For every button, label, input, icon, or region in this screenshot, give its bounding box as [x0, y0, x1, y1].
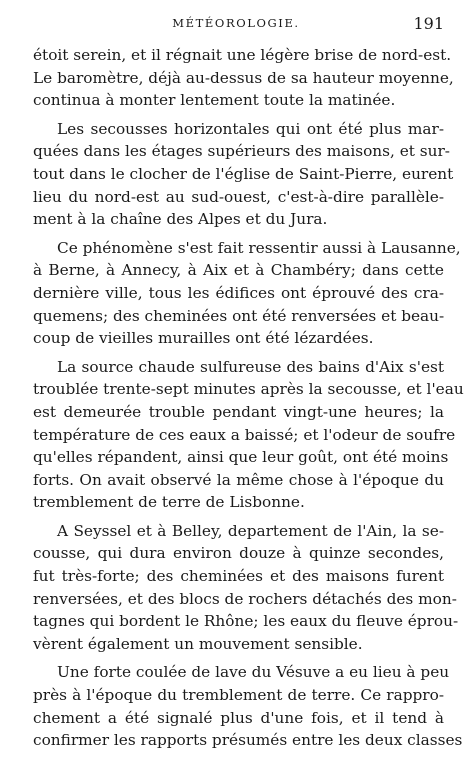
text-line: Ce phénomène s'est fait ressentir aussi à Lausanne, — [57, 238, 461, 257]
text-line: vèrent également un mouvement sensible. — [33, 634, 363, 653]
text-line: Le baromètre, déjà au-dessus de sa hauteur moyenne, — [33, 68, 454, 87]
paragraph — [33, 661, 463, 751]
text-line: renversées, et des blocs de rochers détachés des mon- — [33, 589, 457, 608]
text-line: Les secousses horizontales qui ont été plus mar- — [57, 119, 444, 138]
text-line: La source chaude sulfureuse des bains d'Aix s'est — [57, 357, 444, 376]
text-line: dernière ville, tous les édifices ont éprouvé des cra- — [33, 283, 444, 302]
text-line: quées dans les étages supérieurs des maisons, et sur- — [33, 142, 450, 161]
text-line: forts. On avait observé la même chose à l'époque du — [33, 470, 444, 489]
running-title: MÉTÉOROLOGIE. — [172, 16, 300, 30]
text-line: tremblement de terre de Lisbonne. — [33, 493, 305, 512]
text-line: chement a été signalé plus d'une fois, et il tend à — [33, 708, 444, 727]
text-line: tout dans le clocher de l'église de Saint-Pierre, eurent — [33, 164, 454, 183]
paragraph — [33, 237, 461, 350]
text-line: qu'elles répandent, ainsi que leur goût, ont été moins — [33, 448, 449, 467]
text-line: quemens; des cheminées ont été renversées et beau- — [33, 306, 445, 325]
text-line: près à l'époque du tremblement de terre. Ce rappro- — [33, 686, 444, 705]
page-number: 191 — [413, 14, 444, 33]
paragraph — [33, 520, 459, 656]
text-line: tagnes qui bordent le Rhône; les eaux du fleuve éprou- — [33, 612, 459, 631]
text-line: fut très-forte; des cheminées et des maisons furent — [33, 567, 444, 586]
text-line: étoit serein, et il régnait une légère brise de nord-est. — [33, 46, 452, 64]
text-line: lieu du nord-est au sud-ouest, c'est-à-dire parallèle- — [33, 187, 444, 206]
text-line: est demeurée trouble pendant vingt-une heures; la — [33, 402, 444, 421]
text-line: confirmer les rapports présumés entre les deux classes — [33, 731, 463, 750]
body-text — [33, 44, 464, 752]
text-line: A Seyssel et à Belley, departement de l'Ain, la se- — [57, 521, 444, 540]
text-line: coup de vieilles murailles ont été lézardées. — [33, 329, 374, 348]
text-line: température de ces eaux a baissé; et l'odeur de soufre — [33, 425, 456, 444]
text-line: troublée trente-sept minutes après la secousse, et l'eau — [33, 380, 464, 399]
paragraph — [33, 356, 464, 514]
text-line: ment à la chaîne des Alpes et du Jura. — [33, 210, 328, 229]
paragraph — [33, 44, 454, 112]
text-line: Une forte coulée de lave du Vésuve a eu lieu à peu — [57, 663, 450, 682]
text-line: continua à monter lentement toute la matinée. — [33, 91, 396, 110]
paragraph — [33, 118, 454, 231]
text-line: cousse, qui dura environ douze à quinze secondes, — [33, 544, 444, 563]
text-line: à Berne, à Annecy, à Aix et à Chambéry; dans cette — [33, 261, 444, 280]
running-head — [0, 14, 472, 36]
